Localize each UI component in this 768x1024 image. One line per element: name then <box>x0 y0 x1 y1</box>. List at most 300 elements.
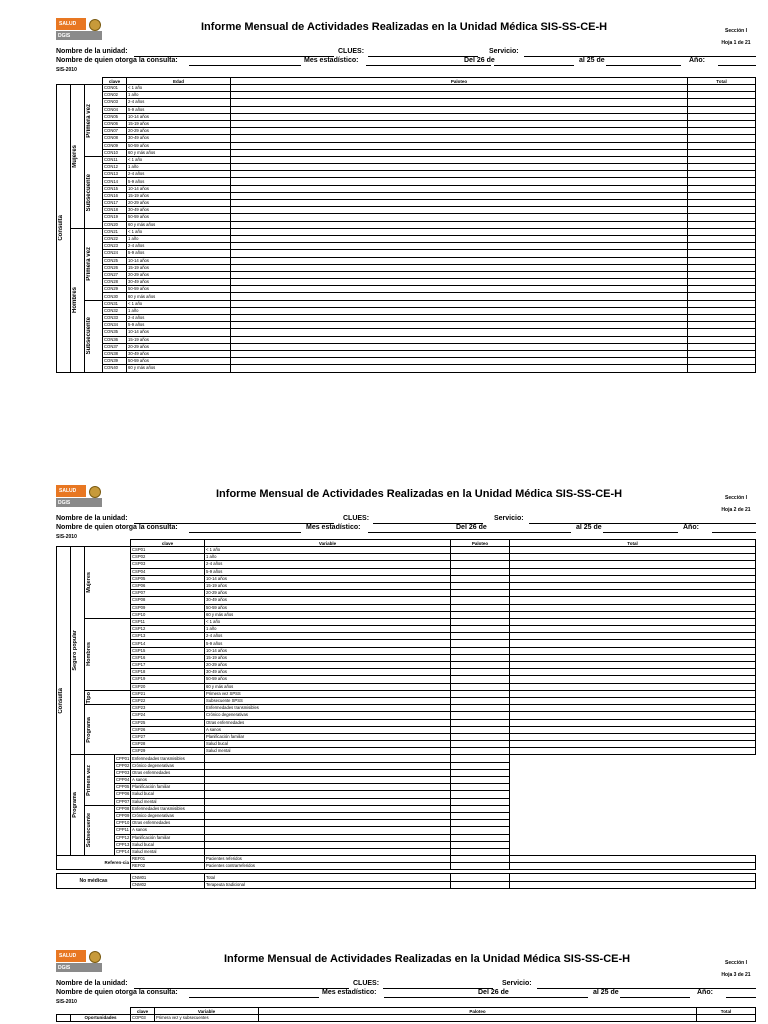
clave-cell: CON25 <box>103 257 127 264</box>
total-cell[interactable] <box>688 300 756 307</box>
paloteo-cell[interactable] <box>231 92 688 99</box>
total-cell[interactable] <box>510 863 756 870</box>
visit-label: Subsecuente <box>85 300 103 372</box>
paloteo-cell[interactable] <box>451 748 510 755</box>
total-cell[interactable] <box>688 315 756 322</box>
total-cell[interactable] <box>688 85 756 92</box>
clues-label: CLUES: <box>338 48 365 55</box>
table-row <box>57 207 756 214</box>
paloteo-cell[interactable] <box>205 805 451 812</box>
paloteo-cell[interactable] <box>451 604 510 611</box>
clave-cell: CPP12 <box>116 834 130 840</box>
paloteo-cell[interactable] <box>231 128 688 135</box>
visit-label: Primera vez <box>85 85 103 157</box>
clave-cell: CSP23 <box>131 705 205 712</box>
paloteo-cell[interactable] <box>451 561 510 568</box>
sheet-number: Hoja 3 de 21 <box>721 972 751 978</box>
table-row <box>57 741 756 748</box>
variable-cell: 5-9 años <box>205 640 451 647</box>
variable-cell: 5-9 años <box>205 568 451 575</box>
table-row <box>57 611 756 618</box>
total-cell[interactable] <box>688 358 756 365</box>
table-row <box>57 676 756 683</box>
age-cell: 60 y más años <box>127 365 231 372</box>
table-row <box>57 171 756 178</box>
sheet-2 <box>56 485 756 887</box>
del-field[interactable] <box>508 989 588 998</box>
total-cell[interactable] <box>688 142 756 149</box>
paloteo-cell[interactable] <box>231 120 688 127</box>
table-row <box>57 777 756 784</box>
total-cell[interactable] <box>688 149 756 156</box>
total-cell[interactable] <box>688 192 756 199</box>
total-cell[interactable] <box>510 705 756 712</box>
clues-label: CLUES: <box>353 980 380 987</box>
total-cell[interactable] <box>510 669 756 676</box>
otorga-field[interactable] <box>189 989 319 998</box>
paloteo-cell[interactable] <box>231 350 688 357</box>
age-cell: < 1 año <box>127 300 231 307</box>
age-cell: 15-19 años <box>127 120 231 127</box>
paloteo-cell[interactable] <box>231 135 688 142</box>
clave-cell: CNM02 <box>131 881 205 888</box>
paloteo-cell[interactable] <box>451 590 510 597</box>
paloteo-cell[interactable] <box>451 582 510 589</box>
paloteo-cell[interactable] <box>205 827 451 834</box>
paloteo-cell[interactable] <box>231 329 688 336</box>
age-cell: 20-29 años <box>127 271 231 278</box>
seal-icon <box>89 486 101 498</box>
total-cell[interactable] <box>510 690 756 697</box>
total-cell[interactable] <box>688 99 756 106</box>
total-cell[interactable] <box>510 662 756 669</box>
otorga-field[interactable] <box>189 524 301 533</box>
total-cell[interactable] <box>510 683 756 690</box>
anio-field[interactable] <box>712 524 756 533</box>
total-cell[interactable] <box>688 286 756 293</box>
clave-cell: CSP20 <box>131 683 205 690</box>
paloteo-cell[interactable] <box>451 733 510 740</box>
paloteo-cell[interactable] <box>231 178 688 185</box>
total-cell[interactable] <box>510 561 756 568</box>
total-cell[interactable] <box>510 676 756 683</box>
total-cell[interactable] <box>510 726 756 733</box>
paloteo-cell[interactable] <box>231 257 688 264</box>
total-cell[interactable] <box>688 221 756 228</box>
paloteo-cell[interactable] <box>205 841 451 848</box>
total-cell[interactable] <box>510 654 756 661</box>
paloteo-cell[interactable] <box>451 568 510 575</box>
paloteo-cell[interactable] <box>231 99 688 106</box>
clave-cell: CON13 <box>103 171 127 178</box>
al-field[interactable] <box>603 524 678 533</box>
clave-cell: CON32 <box>103 307 127 314</box>
clues-field[interactable] <box>383 980 493 989</box>
total-cell[interactable] <box>688 243 756 250</box>
paloteo-cell[interactable] <box>231 113 688 120</box>
age-cell: 10-14 años <box>127 113 231 120</box>
paloteo-cell[interactable] <box>231 142 688 149</box>
total-cell[interactable] <box>510 741 756 748</box>
paloteo-cell[interactable] <box>259 1015 697 1022</box>
total-cell[interactable] <box>510 856 756 863</box>
total-cell[interactable] <box>688 257 756 264</box>
table-row <box>57 135 756 142</box>
total-cell[interactable] <box>510 582 756 589</box>
table-row <box>57 99 756 106</box>
paloteo-cell[interactable] <box>451 618 510 625</box>
sheet-3 <box>56 950 756 1021</box>
total-cell[interactable] <box>688 365 756 372</box>
total-cell[interactable] <box>510 647 756 654</box>
visit-label: Primera vez <box>85 755 115 805</box>
table-row <box>57 322 756 329</box>
total-cell[interactable] <box>688 271 756 278</box>
total-cell[interactable] <box>510 554 756 561</box>
table-row <box>57 669 756 676</box>
paloteo-cell[interactable] <box>231 235 688 242</box>
servicio-field[interactable] <box>529 515 756 524</box>
age-cell: 5-9 años <box>127 322 231 329</box>
anio-label: Año: <box>697 989 713 996</box>
paloteo-cell[interactable] <box>231 214 688 221</box>
paloteo-cell[interactable] <box>451 856 510 863</box>
paloteo-cell[interactable] <box>231 307 688 314</box>
paloteo-cell[interactable] <box>451 690 510 697</box>
clave-cell: CON37 <box>103 343 127 350</box>
total-cell[interactable] <box>688 113 756 120</box>
clues-field[interactable] <box>373 515 483 524</box>
paloteo-cell[interactable] <box>451 726 510 733</box>
clues-label: CLUES: <box>343 515 370 522</box>
table-row <box>57 654 756 661</box>
total-cell[interactable] <box>688 200 756 207</box>
total-cell[interactable] <box>510 697 756 704</box>
clues-field[interactable] <box>368 48 478 57</box>
paloteo-cell[interactable] <box>205 798 451 805</box>
total-cell[interactable] <box>688 185 756 192</box>
otorga-label: Nombre de quien otorga la consulta: <box>56 524 178 531</box>
paloteo-cell[interactable] <box>451 712 510 719</box>
paloteo-cell[interactable] <box>231 286 688 293</box>
paloteo-cell[interactable] <box>451 575 510 582</box>
variable-cell: Pacientes contrarreferidos <box>205 863 451 870</box>
variable-cell: Planificación familiar <box>205 733 451 740</box>
paloteo-cell[interactable] <box>231 264 688 271</box>
total-cell[interactable] <box>510 719 756 726</box>
total-cell[interactable] <box>688 343 756 350</box>
total-cell[interactable] <box>688 264 756 271</box>
total-cell[interactable] <box>510 568 756 575</box>
variable-cell: 60 y más años <box>205 683 451 690</box>
table-row <box>57 214 756 221</box>
table-row <box>57 257 756 264</box>
paloteo-cell[interactable] <box>231 185 688 192</box>
anio-field[interactable] <box>718 57 756 66</box>
servicio-field[interactable] <box>524 48 756 57</box>
total-cell[interactable] <box>688 250 756 257</box>
total-cell[interactable] <box>688 171 756 178</box>
paloteo-cell[interactable] <box>231 192 688 199</box>
clave-cell: CON22 <box>103 235 127 242</box>
total-cell[interactable] <box>451 784 510 791</box>
table-row <box>57 820 756 827</box>
total-cell[interactable] <box>510 874 756 881</box>
clave-cell: CNM01 <box>131 874 205 881</box>
paloteo-cell[interactable] <box>231 279 688 286</box>
total-cell[interactable] <box>688 322 756 329</box>
paloteo-cell[interactable] <box>231 164 688 171</box>
paloteo-cell[interactable] <box>451 554 510 561</box>
table-row <box>57 547 756 554</box>
total-cell[interactable] <box>510 712 756 719</box>
paloteo-cell[interactable] <box>231 322 688 329</box>
paloteo-cell[interactable] <box>231 207 688 214</box>
total-cell[interactable] <box>688 128 756 135</box>
paloteo-cell[interactable] <box>231 336 688 343</box>
clave-cell: CON09 <box>103 142 127 149</box>
paloteo-cell[interactable] <box>451 611 510 618</box>
table-row <box>57 791 756 798</box>
total-cell[interactable] <box>688 329 756 336</box>
del-field[interactable] <box>494 57 574 66</box>
al-field[interactable] <box>606 57 681 66</box>
paloteo-cell[interactable] <box>451 626 510 633</box>
paloteo-cell[interactable] <box>205 834 451 841</box>
paloteo-cell[interactable] <box>205 755 451 762</box>
paloteo-cell[interactable] <box>451 741 510 748</box>
paloteo-cell[interactable] <box>451 597 510 604</box>
total-cell[interactable] <box>688 92 756 99</box>
clave-cell: CON27 <box>103 271 127 278</box>
paloteo-cell[interactable] <box>205 820 451 827</box>
total-cell[interactable] <box>688 307 756 314</box>
table-row <box>57 106 756 113</box>
clave-cell: CON12 <box>103 164 127 171</box>
paloteo-cell[interactable] <box>231 365 688 372</box>
table-row <box>57 120 756 127</box>
paloteo-cell[interactable] <box>231 315 688 322</box>
total-cell[interactable] <box>451 755 510 762</box>
paloteo-cell[interactable] <box>205 762 451 769</box>
total-cell[interactable] <box>451 848 510 855</box>
paloteo-cell[interactable] <box>231 106 688 113</box>
total-cell[interactable] <box>688 235 756 242</box>
age-cell: 1 año <box>127 235 231 242</box>
paloteo-cell[interactable] <box>231 243 688 250</box>
paloteo-cell[interactable] <box>205 812 451 819</box>
paloteo-cell[interactable] <box>231 271 688 278</box>
form-title: Informe Mensual de Actividades Realizadas en la Unidad Médica SIS-SS-CE-H <box>224 953 631 965</box>
sheet-header <box>56 18 756 73</box>
del-field[interactable] <box>486 524 571 533</box>
total-cell[interactable] <box>451 841 510 848</box>
table-row <box>57 582 756 589</box>
clave-cell: REF02 <box>131 863 205 870</box>
unidad-field[interactable] <box>134 515 334 524</box>
paloteo-cell[interactable] <box>231 358 688 365</box>
unidad-field[interactable] <box>134 980 349 989</box>
total-cell[interactable] <box>688 106 756 113</box>
paloteo-cell[interactable] <box>451 881 510 888</box>
total-cell[interactable] <box>451 791 510 798</box>
total-cell[interactable] <box>451 762 510 769</box>
paloteo-cell[interactable] <box>231 221 688 228</box>
paloteo-cell[interactable] <box>205 777 451 784</box>
sex-label: Mujeres <box>71 85 85 229</box>
clave-cell: CSP22 <box>131 697 205 704</box>
paloteo-cell[interactable] <box>451 547 510 554</box>
table-row <box>57 142 756 149</box>
table-row <box>57 128 756 135</box>
age-cell: 30-49 años <box>127 279 231 286</box>
age-cell: 1 año <box>127 307 231 314</box>
total-cell[interactable] <box>510 881 756 888</box>
total-cell[interactable] <box>451 769 510 776</box>
age-cell: < 1 año <box>127 156 231 163</box>
paloteo-cell[interactable] <box>231 200 688 207</box>
variable-cell: A sanos <box>131 827 205 834</box>
variable-cell: 50-59 años <box>205 604 451 611</box>
al-field[interactable] <box>620 989 690 998</box>
total-cell[interactable] <box>510 547 756 554</box>
total-cell[interactable] <box>688 336 756 343</box>
paloteo-cell[interactable] <box>205 769 451 776</box>
paloteo-cell[interactable] <box>231 293 688 300</box>
total-cell[interactable] <box>451 812 510 819</box>
paloteo-cell[interactable] <box>231 228 688 235</box>
paloteo-cell[interactable] <box>231 343 688 350</box>
total-cell[interactable] <box>451 820 510 827</box>
total-cell[interactable] <box>688 178 756 185</box>
table-row: Oportunidades COP03 Primera vez y subsecuentes <box>57 1015 756 1022</box>
unidad-field[interactable] <box>134 48 334 57</box>
clave-cell: CON38 <box>103 350 127 357</box>
clave-cell: CSP09 <box>131 604 205 611</box>
paloteo-cell[interactable] <box>451 662 510 669</box>
paloteo-cell[interactable] <box>231 300 688 307</box>
otorga-field[interactable] <box>189 57 301 66</box>
table-row <box>57 755 756 762</box>
paloteo-cell[interactable] <box>205 848 451 855</box>
paloteo-cell[interactable] <box>205 784 451 791</box>
programa-label: Programa <box>85 705 131 755</box>
paloteo-cell[interactable] <box>231 250 688 257</box>
clave-cell: CPP08 <box>116 805 130 811</box>
table-row <box>57 329 756 336</box>
paloteo-cell[interactable] <box>451 654 510 661</box>
total-cell[interactable] <box>510 604 756 611</box>
table-row <box>57 228 756 235</box>
total-cell[interactable] <box>510 626 756 633</box>
variable-cell: Otras enfermedades <box>131 769 205 776</box>
sex-label: Hombres <box>71 228 85 372</box>
total-cell[interactable] <box>451 798 510 805</box>
variable-cell: Crónico degenerativas <box>131 762 205 769</box>
anio-field[interactable] <box>726 989 756 998</box>
total-cell[interactable] <box>688 279 756 286</box>
variable-cell: Enfermedades transmisibles <box>205 705 451 712</box>
age-cell: 15-19 años <box>127 336 231 343</box>
clave-cell: CON06 <box>103 120 127 127</box>
total-cell[interactable] <box>510 733 756 740</box>
paloteo-cell[interactable] <box>451 669 510 676</box>
total-cell[interactable] <box>688 135 756 142</box>
clave-cell: CSP05 <box>131 575 205 582</box>
table-row <box>57 300 756 307</box>
paloteo-cell[interactable] <box>451 647 510 654</box>
del-label: Del 26 de <box>464 57 495 64</box>
table-row <box>57 705 756 712</box>
total-cell[interactable] <box>697 1015 756 1022</box>
variable-cell: 10-14 años <box>205 647 451 654</box>
clave-cell: CSP06 <box>131 582 205 589</box>
variable-cell: 10-14 años <box>205 575 451 582</box>
paloteo-cell[interactable] <box>231 156 688 163</box>
age-cell: 10-14 años <box>127 257 231 264</box>
paloteo-cell[interactable] <box>451 633 510 640</box>
paloteo-cell[interactable] <box>205 791 451 798</box>
clave-cell: CSP19 <box>131 676 205 683</box>
paloteo-cell[interactable] <box>451 640 510 647</box>
table-row <box>57 762 756 769</box>
paloteo-cell[interactable] <box>451 719 510 726</box>
total-cell[interactable] <box>510 633 756 640</box>
total-cell[interactable] <box>688 293 756 300</box>
consulta-table <box>56 77 756 373</box>
salud-logo: SALUD DGIS <box>56 18 104 42</box>
paloteo-cell[interactable] <box>451 705 510 712</box>
clave-cell: CON39 <box>103 358 127 365</box>
total-cell[interactable] <box>688 228 756 235</box>
servicio-field[interactable] <box>537 980 756 989</box>
paloteo-cell[interactable] <box>451 697 510 704</box>
clave-cell: CON18 <box>103 207 127 214</box>
total-cell[interactable] <box>688 120 756 127</box>
total-cell[interactable] <box>510 611 756 618</box>
total-cell[interactable] <box>510 640 756 647</box>
total-cell[interactable] <box>451 777 510 784</box>
section-label: Sección I <box>725 495 747 501</box>
paloteo-cell[interactable] <box>451 863 510 870</box>
form-title: Informe Mensual de Actividades Realizadas en la Unidad Médica SIS-SS-CE-H <box>216 488 623 500</box>
paloteo-cell[interactable] <box>451 874 510 881</box>
variable-cell: 2-4 años <box>205 561 451 568</box>
paloteo-cell[interactable] <box>451 676 510 683</box>
paloteo-cell[interactable] <box>231 85 688 92</box>
total-cell[interactable] <box>451 834 510 841</box>
paloteo-cell[interactable] <box>451 683 510 690</box>
paloteo-cell[interactable] <box>231 149 688 156</box>
table-row <box>57 856 756 863</box>
total-cell[interactable] <box>688 156 756 163</box>
total-cell[interactable] <box>510 575 756 582</box>
total-cell[interactable] <box>510 618 756 625</box>
total-cell[interactable] <box>451 827 510 834</box>
paloteo-cell[interactable] <box>231 171 688 178</box>
table-row <box>57 336 756 343</box>
total-cell[interactable] <box>510 597 756 604</box>
total-cell[interactable] <box>510 590 756 597</box>
total-cell[interactable] <box>688 214 756 221</box>
total-cell[interactable] <box>688 350 756 357</box>
otorga-label: Nombre de quien otorga la consulta: <box>56 57 178 64</box>
total-cell[interactable] <box>688 207 756 214</box>
total-cell[interactable] <box>510 748 756 755</box>
total-cell[interactable] <box>688 164 756 171</box>
table-row <box>57 597 756 604</box>
total-cell[interactable] <box>451 805 510 812</box>
